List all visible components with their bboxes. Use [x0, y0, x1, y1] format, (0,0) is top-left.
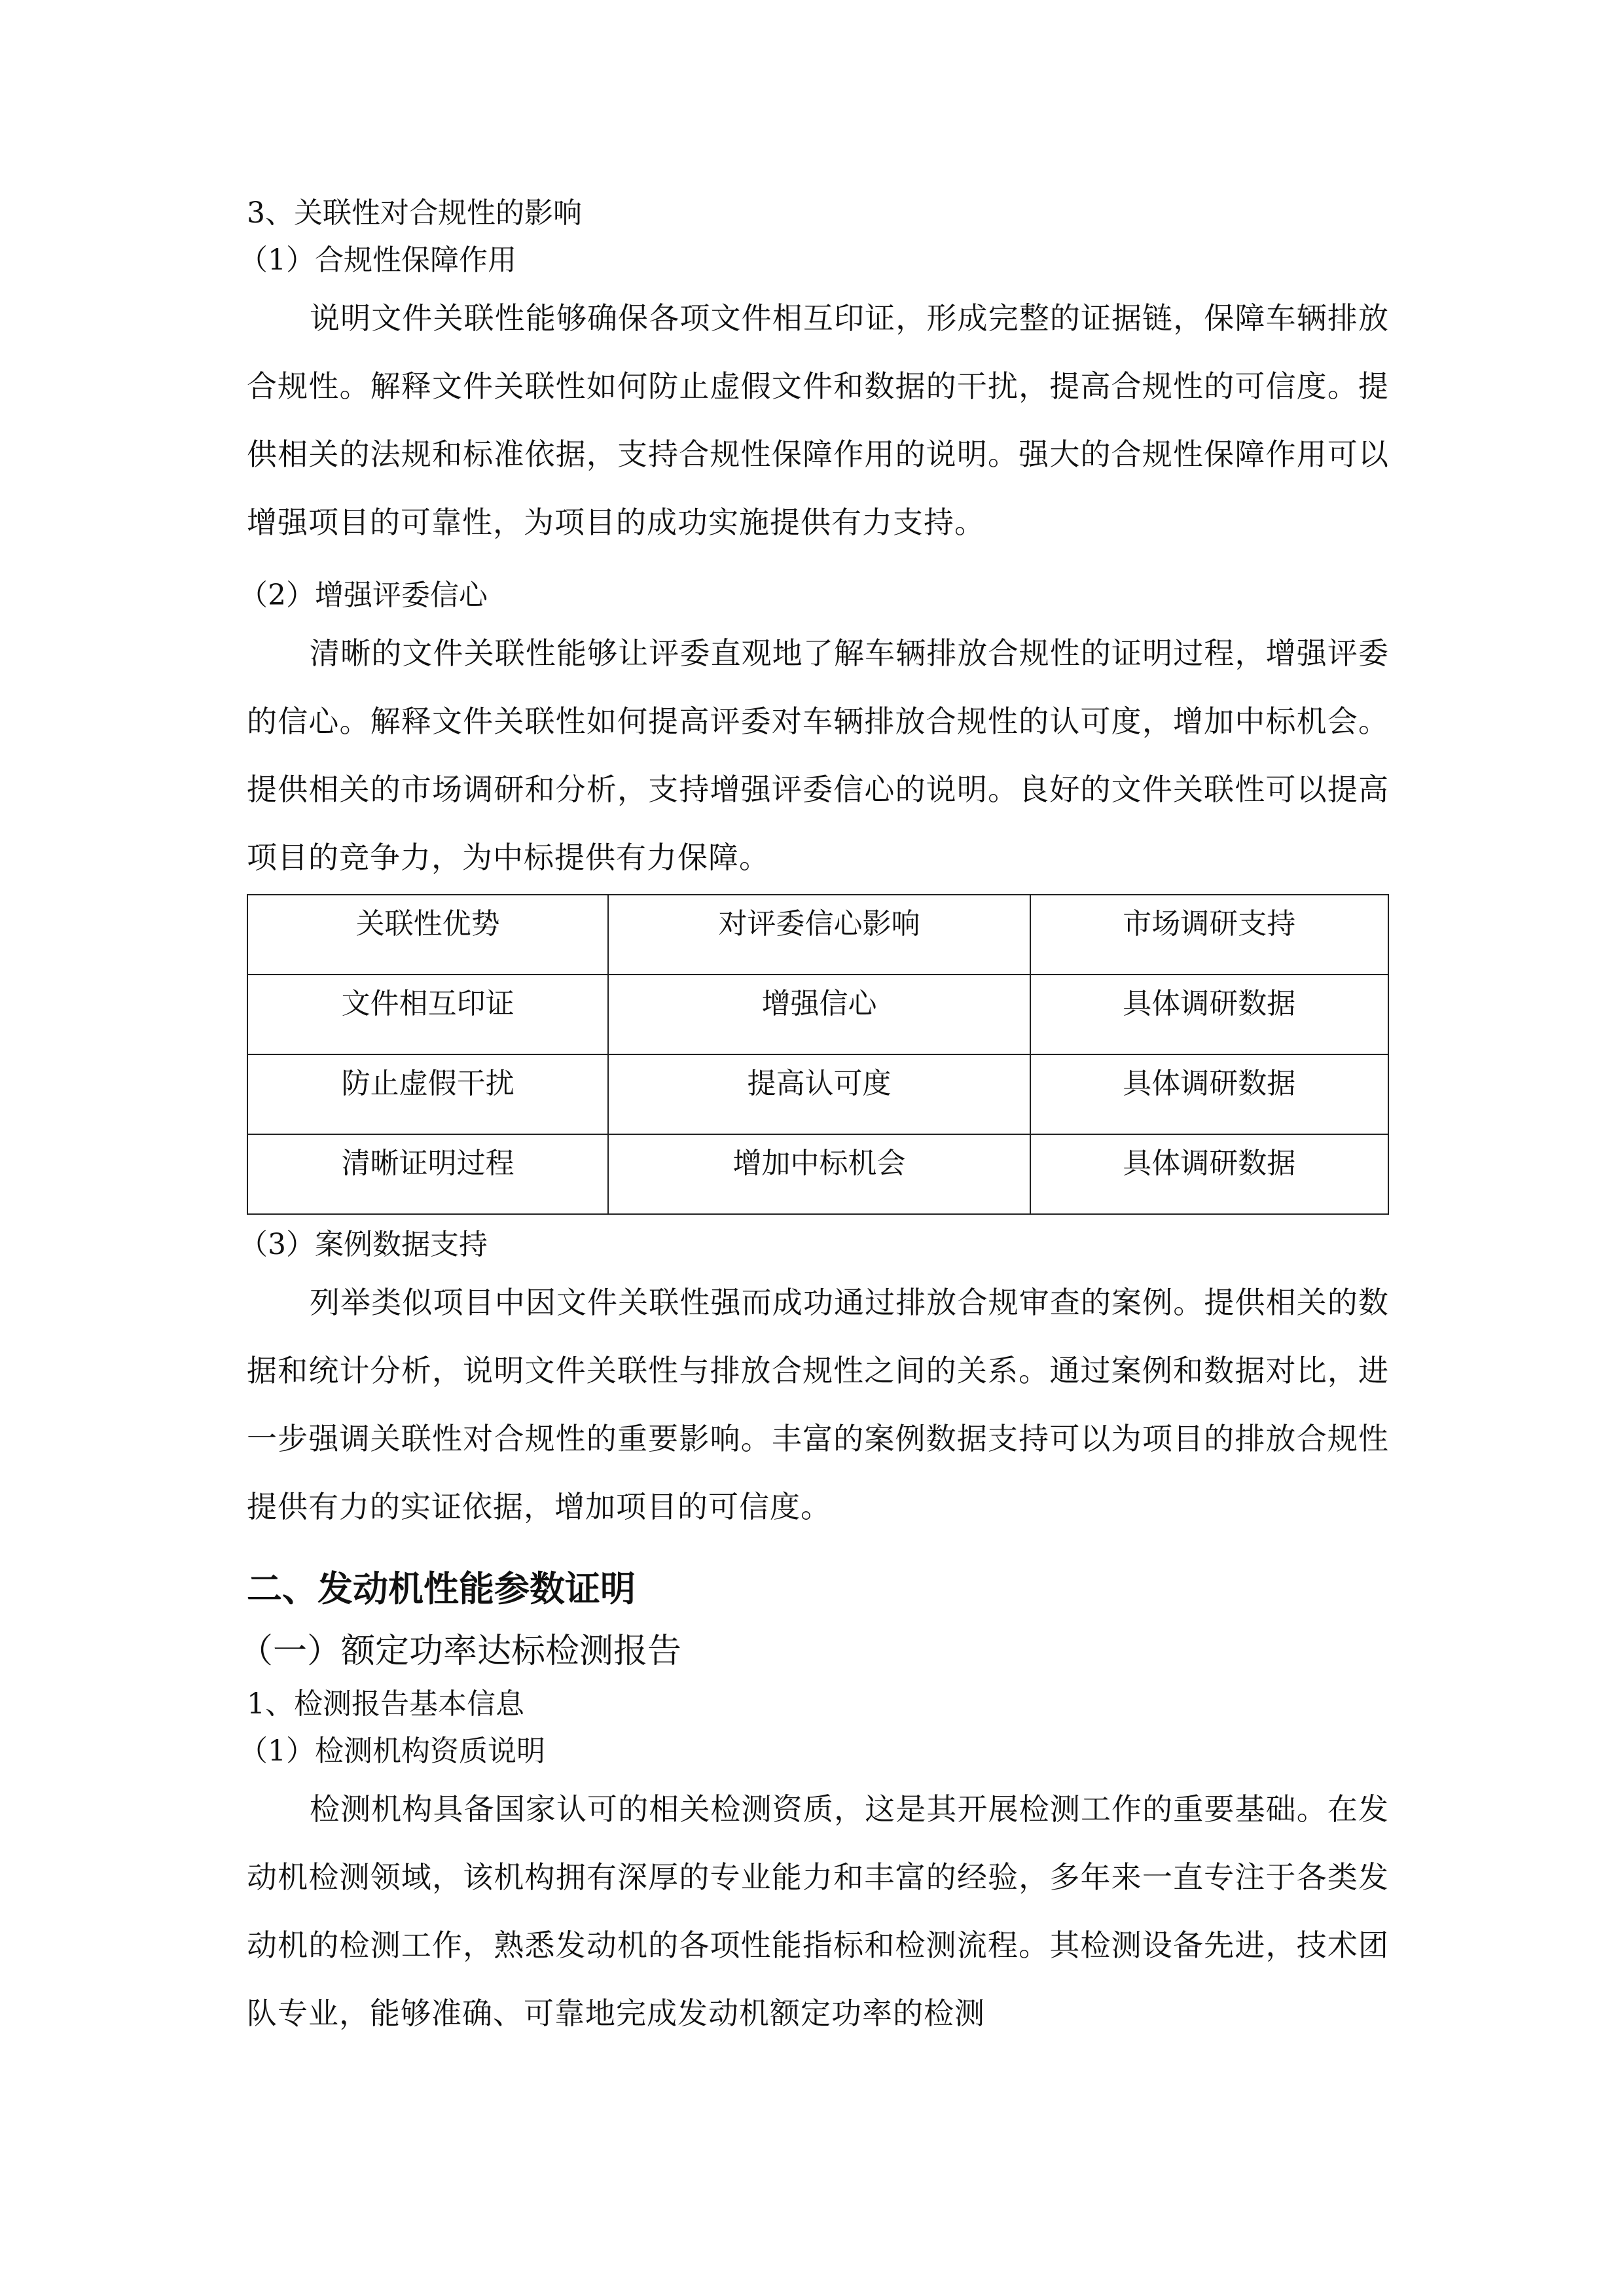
table-cell: 具体调研数据	[1030, 1054, 1388, 1134]
relevance-table	[247, 894, 1389, 1215]
paragraph: 说明文件关联性能够确保各项文件相互印证，形成完整的证据链，保障车辆排放合规性。解释文件关联性如何防止虚假文件和数据的干扰，提高合规性的可信度。提供相关的法规和标准依据，支持合规性保障作用的说明。强大的合规性保障作用可以增强项目的可靠性，为项目的成功实施提供有力支持。	[247, 300, 1389, 540]
table-cell: 提高认可度	[608, 1054, 1030, 1134]
table-row	[247, 1054, 1388, 1134]
table-cell: 文件相互印证	[247, 975, 608, 1054]
table-row	[247, 1134, 1388, 1214]
paragraph: 检测机构具备国家认可的相关检测资质，这是其开展检测工作的重要基础。在发动机检测领域，该机构拥有深厚的专业能力和丰富的经验，多年来一直专注于各类发动机的检测工作，熟悉发动机的各项性能指标和检测流程。其检测设备先进，技术团队专业，能够准确、可靠地完成发动机额定功率的检测	[247, 1791, 1389, 2031]
subchapter-heading: （一）额定功率达标检测报告	[239, 1632, 682, 1671]
table-header-cell: 关联性优势	[247, 895, 608, 975]
table-cell: 防止虚假干扰	[247, 1054, 608, 1134]
table-header-cell: 市场调研支持	[1030, 895, 1388, 975]
subsection-heading: （2）增强评委信心	[239, 579, 488, 612]
table-cell: 清晰证明过程	[247, 1134, 608, 1214]
subsection-heading: （1）检测机构资质说明	[239, 1734, 545, 1768]
subsection-heading: （1）合规性保障作用	[239, 243, 516, 277]
paragraph: 清晰的文件关联性能够让评委直观地了解车辆排放合规性的证明过程，增强评委的信心。解释文件关联性如何提高评委对车辆排放合规性的认可度，增加中标机会。提供相关的市场调研和分析，支持增强评委信心的说明。良好的文件关联性可以提高项目的竞争力，为中标提供有力保障。	[247, 636, 1389, 875]
table-cell: 具体调研数据	[1030, 1134, 1388, 1214]
chapter-heading: 二、发动机性能参数证明	[247, 1568, 636, 1609]
table-header-cell: 对评委信心影响	[608, 895, 1030, 975]
section-heading: 1、检测报告基本信息	[247, 1687, 524, 1721]
table-cell: 具体调研数据	[1030, 975, 1388, 1054]
table-cell: 增强信心	[608, 975, 1030, 1054]
table-row	[247, 975, 1388, 1054]
document-page	[239, 190, 1389, 2047]
table-cell: 增加中标机会	[608, 1134, 1030, 1214]
paragraph: 列举类似项目中因文件关联性强而成功通过排放合规审查的案例。提供相关的数据和统计分析，说明文件关联性与排放合规性之间的关系。通过案例和数据对比，进一步强调关联性对合规性的重要影响。丰富的案例数据支持可以为项目的排放合规性提供有力的实证依据，增加项目的可信度。	[247, 1285, 1389, 1524]
table-header-row	[247, 895, 1388, 975]
subsection-heading: （3）案例数据支持	[239, 1228, 488, 1261]
section-heading: 3、关联性对合规性的影响	[247, 196, 582, 230]
